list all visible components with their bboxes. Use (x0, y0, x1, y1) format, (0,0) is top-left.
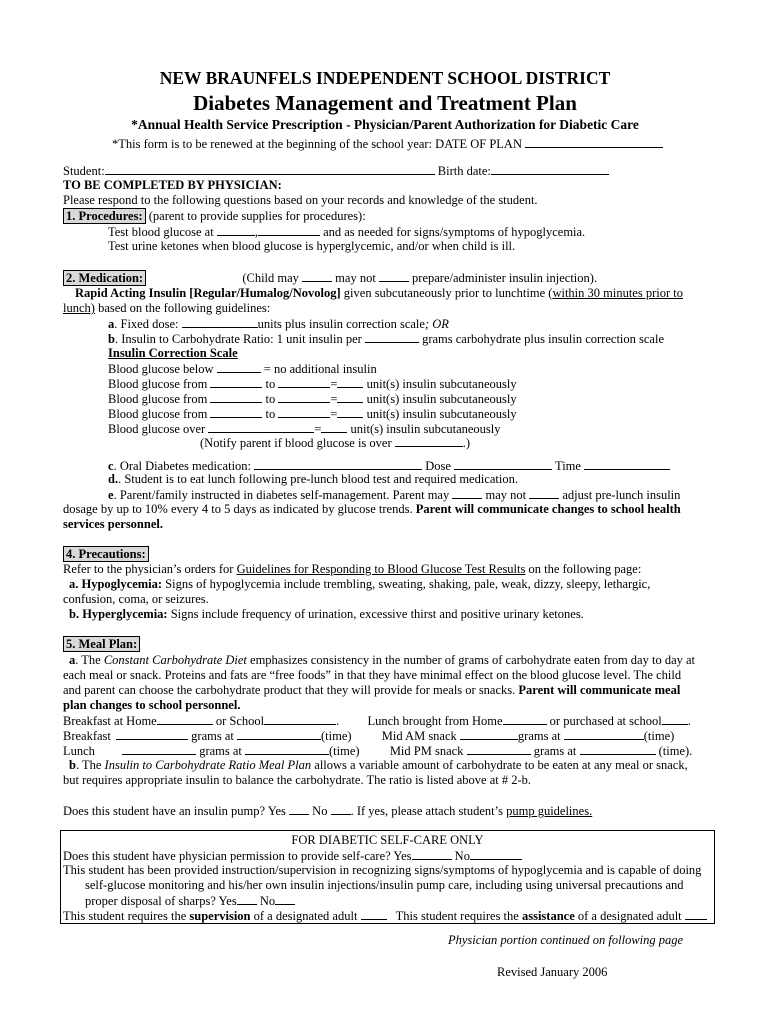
self-care-p3-row (85, 893, 295, 909)
scale-range-row-1: Blood glucose from to = unit(s) insulin subcutaneously (108, 377, 517, 391)
time-label: (time) (329, 744, 360, 758)
procedure-glucose: Test blood glucose at , and as needed for signs/symptoms of hypoglycemia. (108, 225, 586, 239)
notify-row (200, 435, 470, 451)
bg-to-field-3[interactable] (278, 406, 330, 418)
to-label: to (265, 377, 276, 391)
procedures-note: (parent to provide supplies for procedures): (145, 209, 366, 223)
physician-heading: TO BE COMPLETED BY PHYSICIAN: (63, 178, 282, 192)
meal-communicate: Parent will communicate meal (518, 683, 681, 697)
scale-below-row (108, 361, 377, 377)
district-name: NEW BRAUNFELS INDEPENDENT SCHOOL DISTRICT (159, 68, 611, 88)
assistance-rest: of a designated adult (574, 909, 682, 923)
mid-pm-label: Mid PM snack (389, 744, 464, 758)
sharps-no-label: No (259, 894, 276, 908)
option-c-letter: c (108, 459, 114, 473)
grams-at-label: grams at (517, 729, 561, 743)
grams-at-label: grams at (533, 744, 577, 758)
hypo-text2: confusion, coma, or seizures. (63, 592, 209, 606)
self-care-yes-field[interactable] (412, 848, 452, 860)
breakfast-home-label: Breakfast at Home (63, 714, 157, 728)
lunch-home-label: Lunch brought from Home (367, 714, 503, 728)
guidelines-reference: Guidelines for Responding to Blood Glucose Test Results (236, 562, 526, 576)
glucose-test-label: Test blood glucose at (108, 225, 214, 239)
hyper-label: . Hyperglycemia: (75, 607, 168, 621)
notify-label: (Notify parent if blood glucose is over (200, 436, 392, 450)
units-over-field[interactable] (321, 421, 347, 433)
units-field-3[interactable] (337, 406, 363, 418)
bg-from-label: Blood glucose from (108, 407, 208, 421)
form-subtitle: *Annual Health Service Prescription - Physician/Parent Authorization for Diabetic Care (131, 117, 639, 132)
ratio-end: grams carbohydrate plus insulin correction scale (422, 332, 664, 346)
units-field-1[interactable] (337, 376, 363, 388)
ratio-row (108, 331, 664, 347)
lunch-home-field[interactable] (503, 713, 547, 725)
precautions-intro-a: Refer to the physician’s orders for (63, 562, 237, 576)
pump-yes-field[interactable] (289, 803, 309, 815)
self-care-permission-row (63, 848, 522, 864)
rapid-insulin-label: Rapid Acting Insulin [Regular/Humalog/Novolog] (75, 286, 341, 300)
notify-field[interactable] (395, 435, 463, 447)
hypo-text: Signs of hypoglycemia include trembling, sweating, shaking, pale, weak, dizzy, sleepy, lethargic, (162, 577, 651, 591)
parent-communicate-text: Parent will communicate changes to school health (415, 502, 681, 516)
supervision-label: supervision (189, 909, 251, 923)
prepare-label: prepare/administer insulin injection). (412, 271, 598, 285)
birth-date-label: Birth date: (437, 164, 491, 178)
breakfast-home-field[interactable] (157, 713, 213, 725)
units-label: unit(s) insulin subcutaneously (366, 392, 517, 406)
may-not-label: may not (335, 271, 376, 285)
hypoglycemia-row (69, 577, 650, 592)
time-field[interactable] (584, 458, 670, 470)
constant-carb-diet: Constant Carbohydrate Diet (103, 653, 247, 667)
self-care-p3: proper disposal of sharps? Yes (85, 894, 237, 908)
supervision-rest: of a designated adult (250, 909, 358, 923)
dosage-text: dosage by up to 10% every 4 to 5 days as indicated by glucose trends. (63, 502, 416, 516)
breakfast-label: Breakfast (63, 729, 111, 743)
bg-to-field-1[interactable] (278, 376, 330, 388)
meal-line2: each meal or snack. Proteins and fats are “free foods” in that they have minimal effect on the blood glucose level. The child (63, 668, 682, 682)
date-of-plan-field[interactable] (525, 136, 663, 148)
bg-over-label: Blood glucose over (108, 422, 206, 436)
ratio-plan-row (69, 758, 688, 773)
precautions-heading: 4. Precautions: (63, 546, 149, 562)
rapid-insulin-text: given subcutaneously prior to lunchtime ( (340, 286, 553, 300)
grams-at-label: grams at (199, 744, 242, 758)
dose-label: Dose (425, 459, 451, 473)
medication-heading: 2. Medication: (63, 270, 146, 286)
child-may-field[interactable] (302, 270, 332, 282)
rapid-insulin-end: based on the following guidelines: (94, 301, 271, 315)
parent-communicate-text2: services personnel. (63, 517, 163, 531)
units-label: unit(s) insulin subcutaneously (350, 422, 501, 436)
self-care-no-label: No (454, 849, 470, 863)
bg-from-field-3[interactable] (210, 406, 262, 418)
option-d-letter: d. (108, 472, 119, 486)
hypo-label: . Hypoglycemia: (75, 577, 163, 591)
renew-note-text: *This form is to be renewed at the beginning of the school year: DATE OF PLAN (112, 137, 522, 151)
bg-to-field-2[interactable] (278, 391, 330, 403)
ratio-plan-text: allows a variable amount of carbohydrate to be eaten at any meal or snack, (311, 758, 688, 772)
lunch-test-text: . Student is to eat lunch following pre-lunch blood test and required medication. (118, 472, 518, 486)
precautions-row (63, 547, 149, 562)
renew-note (112, 136, 663, 152)
lunch-purchased-field[interactable] (662, 713, 688, 725)
hyperglycemia-row (69, 607, 584, 622)
hyper-letter: b (69, 607, 76, 621)
medication-row (63, 270, 597, 286)
dosage-row (63, 502, 681, 517)
meal-location-row: Breakfast at Home or School . Lunch brought from Home or purchased at school . (63, 714, 691, 728)
glucose-time2-field[interactable] (258, 224, 320, 236)
units-field-2[interactable] (337, 391, 363, 403)
procedures-heading: 1. Procedures: (63, 208, 146, 224)
oral-med-label: . Oral Diabetes medication: (113, 459, 252, 473)
lunch-row (63, 743, 692, 759)
bg-below-label: Blood glucose below (108, 362, 214, 376)
sharps-yes-field[interactable] (237, 893, 257, 905)
self-care-p1: This student has been provided instruction/supervision in recognizing signs/symptoms of hypoglycemia and is capable of doing (63, 863, 702, 877)
meal-a-letter: a (69, 653, 76, 667)
ratio-grams-field[interactable] (365, 331, 419, 343)
self-care-permission: Does this student have physician permission to provide self-care? Yes (63, 849, 412, 863)
self-care-heading: FOR DIABETIC SELF-CARE ONLY (291, 833, 484, 847)
rapid-insulin-timing2: lunch) (63, 301, 95, 315)
meal-line3: and parent can choose the carbohydrate product that they will provide for meals or snacks. (63, 683, 519, 697)
breakfast-row (63, 728, 674, 744)
no-insulin-label: = no additional insulin (263, 362, 377, 376)
meal-b-letter: b (69, 758, 76, 772)
breakfast-school-field[interactable] (264, 713, 336, 725)
rapid-insulin-row (75, 286, 683, 301)
adjust-insulin-label: adjust pre-lunch insulin (562, 488, 681, 502)
assistance-field[interactable] (685, 908, 707, 920)
pump-question: Does this student have an insulin pump? Yes (63, 804, 286, 818)
mid-am-time-field[interactable] (564, 728, 644, 740)
option-a-letter: a (108, 317, 115, 331)
assistance-pre: This student requires the (395, 909, 522, 923)
breakfast-school-label: or School (215, 714, 265, 728)
to-label: to (265, 392, 276, 406)
self-care-no-field[interactable] (470, 848, 522, 860)
lunch-test-row (108, 472, 518, 487)
hypo-letter: a (69, 577, 76, 591)
meal-line3-row (63, 683, 680, 698)
hyper-text: Signs include frequency of urination, excessive thirst and positive urinary ketones. (167, 607, 584, 621)
mid-pm-time-field[interactable] (580, 743, 656, 755)
scale-range-row-2: Blood glucose from to = unit(s) insulin subcutaneously (108, 392, 517, 406)
revised-date: Revised January 2006 (497, 965, 608, 979)
ratio-plan-line2: but requires appropriate insulin to balance the carbohydrate. The ratio is listed above at # 2-b. (63, 773, 532, 787)
supervision-field[interactable] (361, 908, 387, 920)
time-label: (time) (320, 729, 352, 743)
glucose-test-note: and as needed for signs/symptoms of hypoglycemia. (323, 225, 586, 239)
units-label: unit(s) insulin subcutaneously (366, 407, 517, 421)
time-label: Time (555, 459, 581, 473)
bg-over-field[interactable] (208, 421, 314, 433)
units-label: unit(s) insulin subcutaneously (366, 377, 517, 391)
ratio-label: . Insulin to Carbohydrate Ratio: 1 unit insulin per (114, 332, 362, 346)
child-may-label: (Child may (242, 271, 299, 285)
fixed-dose-field[interactable] (182, 316, 258, 328)
pump-no-label: No (312, 804, 328, 818)
rapid-insulin-row2 (63, 301, 270, 316)
assistance-label: assistance (521, 909, 575, 923)
student-row (63, 163, 609, 179)
procedure-ketones: Test urine ketones when blood glucose is hyperglycemic, and/or when child is ill. (108, 239, 516, 253)
child-may-not-field[interactable] (379, 270, 409, 282)
lunch-label: Lunch (63, 744, 95, 758)
breakfast-grams-field[interactable] (116, 728, 188, 740)
supervision-pre: This student requires the (63, 909, 190, 923)
grams-at-label: grams at (191, 729, 234, 743)
physician-intro: Please respond to the following questions based on your records and knowledge of the student. (63, 193, 538, 207)
fixed-dose-row (108, 316, 449, 332)
pump-rest: . If yes, please attach student’s (350, 804, 507, 818)
meal-b-pre: . The (75, 758, 105, 772)
time-label: (time) (643, 729, 675, 743)
mid-am-label: Mid AM snack (381, 729, 457, 743)
bg-from-label: Blood glucose from (108, 377, 208, 391)
pump-row (63, 803, 592, 819)
meal-communicate2: plan changes to school personnel. (63, 698, 241, 712)
parent-may-not-label: may not (485, 488, 527, 502)
bg-from-field-2[interactable] (210, 391, 262, 403)
rapid-insulin-timing: within 30 minutes prior to (552, 286, 683, 300)
dose-field[interactable] (454, 458, 552, 470)
student-label: Student: (63, 164, 105, 178)
bg-below-field[interactable] (217, 361, 261, 373)
continued-note: Physician portion continued on following page (448, 933, 684, 947)
breakfast-time-field[interactable] (237, 728, 321, 740)
fixed-dose-or: ; OR (424, 317, 449, 331)
procedures-row (63, 209, 366, 224)
self-care-requires-row (63, 908, 707, 924)
bg-from-field-1[interactable] (210, 376, 262, 388)
meal-plan-row (63, 637, 140, 652)
lunch-purchased-label: or purchased at school (549, 714, 662, 728)
ratio-meal-plan: Insulin to Carbohydrate Ratio Meal Plan (104, 758, 312, 772)
time-label: (time). (658, 744, 693, 758)
sharps-no-field[interactable] (275, 893, 295, 905)
mid-am-grams-field[interactable] (460, 728, 518, 740)
parent-may-field[interactable] (452, 487, 482, 499)
self-care-p2: self-glucose monitoring and his/her own insulin injections/insulin pump care, including using universal precautions and (85, 878, 684, 892)
precautions-intro (63, 562, 641, 577)
self-management-row (108, 487, 680, 503)
self-management-text: . Parent/family instructed in diabetes self-management. Parent may (113, 488, 450, 502)
scale-range-row-3: Blood glucose from to = unit(s) insulin subcutaneously (108, 407, 517, 421)
constant-carb-row (69, 653, 695, 668)
notify-end: .) (462, 436, 471, 450)
correction-scale-heading: Insulin Correction Scale (108, 346, 238, 360)
oral-med-field[interactable] (254, 458, 422, 470)
to-label: to (265, 407, 276, 421)
bg-from-label: Blood glucose from (108, 392, 208, 406)
birth-date-field[interactable] (491, 163, 609, 175)
precautions-intro-b: on the following page: (525, 562, 642, 576)
mid-pm-grams-field[interactable] (467, 743, 531, 755)
pump-no-field[interactable] (331, 803, 351, 815)
form-title: Diabetes Management and Treatment Plan (193, 91, 577, 115)
scale-over-row: Blood glucose over = unit(s) insulin subcutaneously (108, 422, 501, 436)
meal-plan-heading: 5. Meal Plan: (63, 636, 140, 652)
glucose-time1-field[interactable] (217, 224, 255, 236)
pump-guidelines: pump guidelines. (506, 804, 593, 818)
constant-carb-text: emphasizes consistency in the number of grams of carbohydrate eaten from day to day at (246, 653, 696, 667)
fixed-dose-label: . Fixed dose: (114, 317, 179, 331)
option-b-letter: b (108, 332, 115, 346)
meal-a-pre: . The (75, 653, 104, 667)
lunch-grams-field[interactable] (122, 743, 196, 755)
fixed-dose-units: units plus insulin correction scale (257, 317, 425, 331)
parent-may-not-field[interactable] (529, 487, 559, 499)
lunch-time-field[interactable] (245, 743, 329, 755)
student-name-field[interactable] (105, 163, 435, 175)
option-e-letter: e (108, 488, 114, 502)
